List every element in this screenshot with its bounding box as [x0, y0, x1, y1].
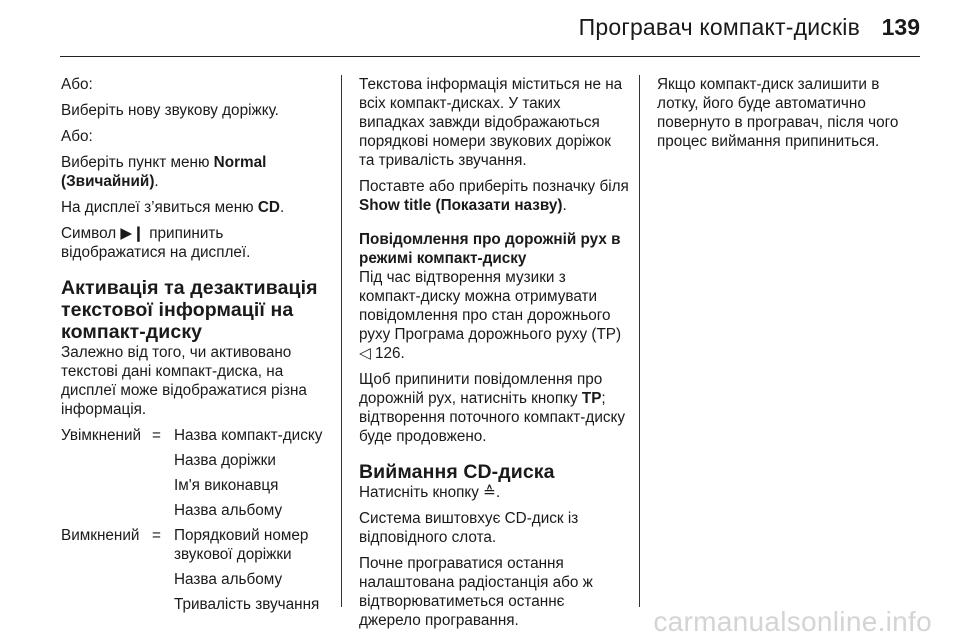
paragraph: Почне програватися остання налаштована радіостанція або ж відтворюватиметься останнє джерело програвання. — [359, 555, 593, 629]
column-right — [657, 75, 907, 158]
paragraph — [359, 177, 629, 215]
option-on — [61, 426, 331, 526]
paragraph: Система виштовхує CD-диск із відповідного слота. — [359, 510, 579, 546]
text: Поставте або приберіть позначку біля — [359, 178, 629, 195]
option-key: Вимкнений — [61, 527, 140, 544]
header-divider — [60, 56, 920, 57]
option-value: Ім'я виконавця — [174, 477, 279, 494]
paragraph — [61, 153, 331, 191]
paragraph: Або: — [61, 128, 93, 145]
paragraph: Текстова інформація міститься не на всіх компакт-дисках. У таких випадках завжди відображаються порядкові номери звукових доріжок та тривалість звучання. — [359, 76, 623, 169]
button-tp: TP — [581, 390, 602, 407]
option-values — [174, 426, 331, 526]
menu-item-normal: Normal (Звичайний) — [61, 154, 267, 190]
text: . — [279, 199, 285, 216]
option-equals: = — [152, 527, 161, 544]
paragraph: Під час відтворення музики з компакт-диску можна отримувати повідомлення про стан дорожнього руху Програма дорожнього руху (TP) ◁ 126. — [359, 269, 622, 362]
watermark: carmanualsonline.info — [653, 606, 932, 637]
option-value: Назва компакт-диску — [174, 427, 323, 444]
column-divider-1 — [341, 75, 342, 607]
option-value: Назва альбому — [174, 502, 283, 519]
option-value: Назва доріжки — [174, 452, 276, 469]
paragraph: Залежно від того, чи активовано текстові дані компакт-диска, на дисплеї може відображатися різна інформація. — [61, 344, 307, 418]
subheading-traffic: Повідомлення про дорожній рух в режимі компакт-диску — [359, 231, 621, 267]
column-left — [61, 75, 331, 620]
page-number: 139 — [881, 14, 920, 40]
paragraph: Натисніть кнопку ≙. — [359, 484, 501, 501]
column-middle — [359, 75, 629, 637]
text: ; відтворення поточного компакт-диску буде продовжено. — [359, 390, 626, 445]
option-key: Увімкнений — [61, 427, 142, 444]
page-header — [0, 0, 960, 60]
text: . — [562, 197, 567, 214]
paragraph — [359, 370, 629, 446]
text: . — [154, 173, 159, 190]
paragraph: Виберіть нову звукову доріжку. — [61, 102, 279, 119]
paragraph — [61, 198, 331, 217]
option-value: Тривалість звучання — [174, 596, 320, 613]
column-divider-2 — [639, 75, 640, 607]
paragraph: Символ ▶❙ припинить відображатися на дисплеї. — [61, 225, 251, 261]
page-title: Програвач компакт-дисків — [578, 14, 860, 40]
text: Щоб припинити повідомлення про дорожній рух, натисніть кнопку — [359, 371, 603, 407]
menu-cd: CD — [257, 199, 280, 216]
option-value: Назва альбому — [174, 571, 283, 588]
option-values — [174, 526, 331, 620]
option-off — [61, 526, 331, 620]
section-heading-eject: Виймання CD-диска — [359, 461, 555, 483]
menu-item-show-title: Show title (Показати назву) — [359, 197, 563, 214]
paragraph: Або: — [61, 76, 93, 93]
option-equals: = — [152, 427, 161, 444]
paragraph: Якщо компакт-диск залишити в лотку, його буде автоматично повернуто в програвач, після чого процес виймання припиниться. — [657, 76, 899, 150]
option-value: Порядковий номер звукової доріжки — [174, 527, 309, 563]
text: На дисплеї з’явиться меню — [61, 199, 258, 216]
section-heading-text-info: Активація та дезактивація текстової інформації на компакт-диску — [61, 277, 318, 343]
text: Виберіть пункт меню — [61, 154, 214, 171]
